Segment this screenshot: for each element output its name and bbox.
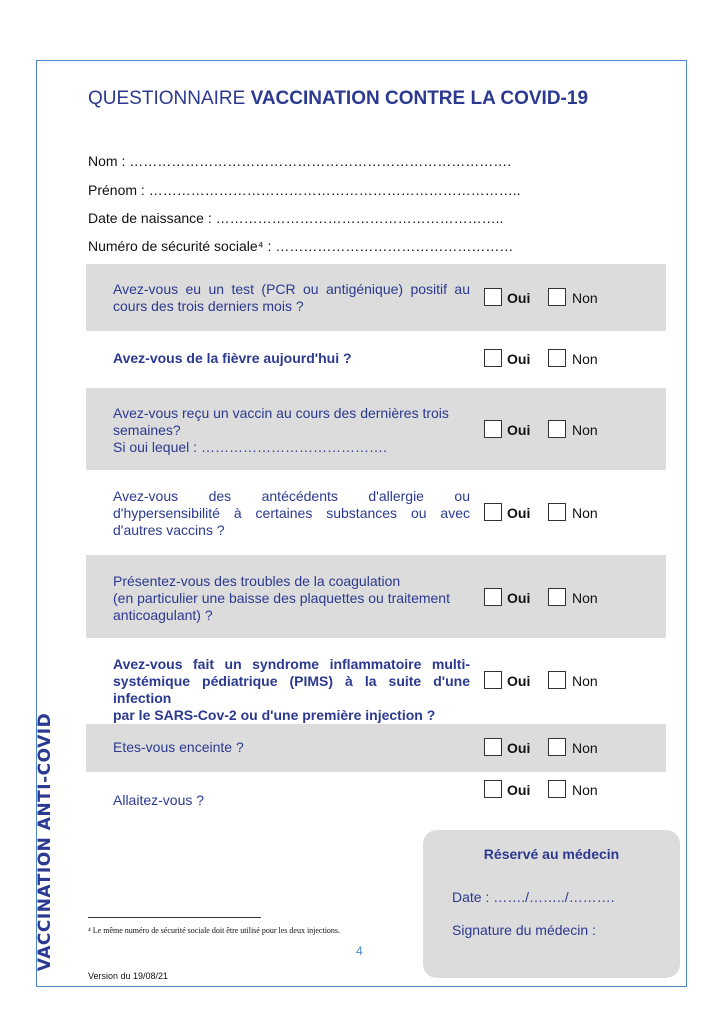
oui-checkbox[interactable] — [484, 503, 502, 521]
question-row — [86, 264, 666, 331]
oui-label: Oui — [507, 351, 531, 367]
non-checkbox[interactable] — [548, 349, 566, 367]
doctor-box-title: Réservé au médecin — [483, 846, 620, 862]
non-checkbox[interactable] — [548, 780, 566, 798]
question-row — [86, 638, 666, 724]
non-label: Non — [572, 782, 598, 798]
nom-field[interactable]: Nom : ………………………………………………………………………. — [88, 153, 512, 169]
oui-checkbox[interactable] — [484, 349, 502, 367]
oui-checkbox[interactable] — [484, 420, 502, 438]
side-label: VACCINATION ANTI-COVID — [35, 712, 55, 972]
question-line: Présentez-vous des troubles de la coagulation — [113, 573, 401, 589]
question-line: Si oui lequel : …………………………………. — [113, 439, 387, 455]
title-prefix: QUESTIONNAIRE — [88, 88, 251, 109]
oui-label: Oui — [507, 422, 531, 438]
question-row — [86, 724, 666, 772]
question-row — [86, 470, 666, 555]
non-checkbox[interactable] — [548, 588, 566, 606]
question-line: Avez-vous eu un test (PCR ou antigénique) positif au — [113, 281, 470, 297]
question-row — [86, 555, 666, 638]
non-checkbox[interactable] — [548, 288, 566, 306]
question-line: Avez-vous reçu un vaccin au cours des dernières trois — [113, 405, 449, 421]
doctor-date-field[interactable]: Date : ……./……../………. — [452, 889, 615, 905]
secu-field[interactable]: Numéro de sécurité sociale⁴ : …………………………………………… — [88, 238, 514, 254]
question-line: Avez-vous de la fièvre aujourd'hui ? — [113, 350, 352, 366]
question-line: d'hypersensibilité à certaines substances ou avec — [113, 505, 470, 521]
non-checkbox[interactable] — [548, 738, 566, 756]
question-row — [86, 772, 666, 822]
question-text — [113, 405, 470, 456]
oui-label: Oui — [507, 673, 531, 689]
question-line: Etes-vous enceinte ? — [113, 739, 244, 755]
question-text — [113, 350, 470, 367]
non-label: Non — [572, 351, 598, 367]
question-line: Allaitez-vous ? — [113, 792, 205, 808]
question-line: Avez-vous des antécédents d'allergie ou — [113, 488, 470, 504]
oui-label: Oui — [507, 505, 531, 521]
oui-label: Oui — [507, 782, 531, 798]
footnote-rule — [88, 917, 261, 918]
oui-label: Oui — [507, 290, 531, 306]
non-label: Non — [572, 673, 598, 689]
date-naissance-field[interactable]: Date de naissance : …………………………………………………….. — [88, 210, 504, 226]
oui-checkbox[interactable] — [484, 288, 502, 306]
oui-label: Oui — [507, 590, 531, 606]
doctor-reserved-box — [423, 830, 680, 978]
footnote: ⁴ Le même numéro de sécurité sociale doit être utilisé pour les deux injections. — [88, 926, 341, 935]
question-text — [113, 573, 470, 624]
prenom-field[interactable]: Prénom : …………………………………………………………………….. — [88, 182, 521, 198]
question-row — [86, 388, 666, 470]
question-line: semaines? — [113, 422, 181, 438]
oui-checkbox[interactable] — [484, 738, 502, 756]
question-line: d'autres vaccins ? — [113, 522, 225, 538]
oui-label: Oui — [507, 740, 531, 756]
question-line: systémique pédiatrique (PIMS) à la suite d'une infection — [113, 673, 470, 706]
question-text — [113, 488, 470, 539]
non-label: Non — [572, 505, 598, 521]
question-line: par le SARS-Cov-2 ou d'une première injection ? — [113, 707, 436, 723]
oui-checkbox[interactable] — [484, 780, 502, 798]
non-label: Non — [572, 740, 598, 756]
non-checkbox[interactable] — [548, 503, 566, 521]
non-checkbox[interactable] — [548, 420, 566, 438]
title-bold: VACCINATION CONTRE LA COVID-19 — [250, 88, 589, 109]
question-text — [113, 656, 470, 724]
question-line: Avez-vous fait un syndrome inflammatoire multi- — [113, 656, 470, 672]
non-checkbox[interactable] — [548, 671, 566, 689]
non-label: Non — [572, 290, 598, 306]
doctor-signature-field[interactable]: Signature du médecin : — [452, 922, 596, 938]
question-row — [86, 331, 666, 388]
question-text — [113, 792, 470, 809]
non-label: Non — [572, 422, 598, 438]
question-line: anticoagulant) ? — [113, 607, 213, 623]
oui-checkbox[interactable] — [484, 588, 502, 606]
question-line: cours des trois derniers mois ? — [113, 298, 304, 314]
oui-checkbox[interactable] — [484, 671, 502, 689]
question-line: (en particulier une baisse des plaquettes ou traitement — [113, 590, 450, 606]
question-text — [113, 281, 470, 315]
page-number: 4 — [356, 944, 363, 958]
version-text: Version du 19/08/21 — [88, 971, 169, 981]
question-text — [113, 739, 470, 756]
non-label: Non — [572, 590, 598, 606]
page-title — [88, 88, 588, 110]
